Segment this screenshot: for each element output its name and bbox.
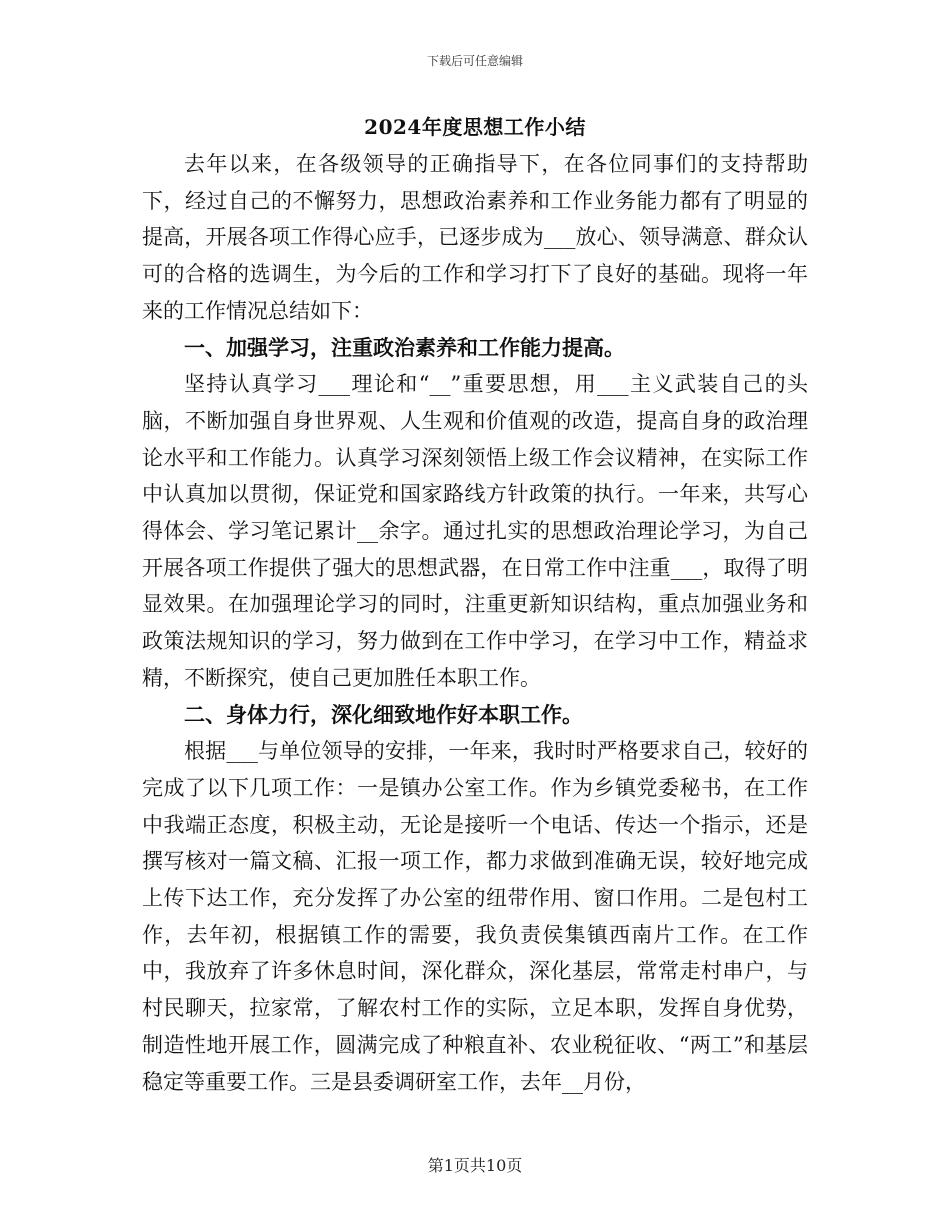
paragraph-section-1: 坚持认真学习___理论和“__”重要思想，用___主义武装自己的头脑，不断加强自身世界观、人生观和价值观的改造，提高自身的政治理论水平和工作能力。认真学习深刻领悟上级工作会议精神，在实际工作中认真加以贯彻，保证党和国家路线方针政策的执行。一年来，共写心得体会、学习笔记累计__余字。通过扎实的思想政治理论学习，为自己开展各项工作提供了强大的思想武器，在日常工作中注重___，取得了明显效果。在加强理论学习的同时，注重更新知识结构，重点加强业务和政策法规知识的学习，努力做到在工作中学习，在学习中工作，精益求精，不断探究，使自己更加胜任本职工作。 [142, 372, 808, 690]
paragraph-intro: 去年以来，在各级领导的正确指导下，在各位同事们的支持帮助下，经过自己的不懈努力，思想政治素养和工作业务能力都有了明显的提高，开展各项工作得心应手，已逐步成为___放心、领导满意、群众认可的合格的选调生，为今后的工作和学习打下了良好的基础。现将一年来的工作情况总结如下： [142, 152, 808, 323]
paragraph-section-2: 根据___与单位领导的安排，一年来，我时时严格要求自己，较好的完成了以下几项工作：一是镇办公室工作。作为乡镇党委秘书，在工作中我端正态度，积极主动，无论是接听一个电话、传达一个指示，还是撰写核对一篇文稿、汇报一项工作，都力求做到准确无误，较好地完成上传下达工作，充分发挥了办公室的纽带作用、窗口作用。二是包村工作，去年初，根据镇工作的需要，我负责侯集镇西南片工作。在工作中，我放弃了许多休息时间，深化群众，深化基层，常常走村串户，与村民聊天，拉家常，了解农村工作的实际，立足本职，发挥自身优势，制造性地开展工作，圆满完成了种粮直补、农业税征收、“两工”和基层稳定等重要工作。三是县委调研室工作，去年__月份， [142, 739, 808, 1094]
document-title: 2024年度思想工作小结 [364, 115, 586, 139]
page-header: 下载后可任意编辑 [426, 54, 523, 68]
page-footer: 第1页共10页 [427, 1156, 523, 1175]
document-body [142, 146, 808, 1100]
section-heading-2: 二、身体力行，深化细致地作好本职工作。 [184, 701, 583, 727]
section-heading-1: 一、加强学习，注重政治素养和工作能力提高。 [184, 334, 625, 360]
